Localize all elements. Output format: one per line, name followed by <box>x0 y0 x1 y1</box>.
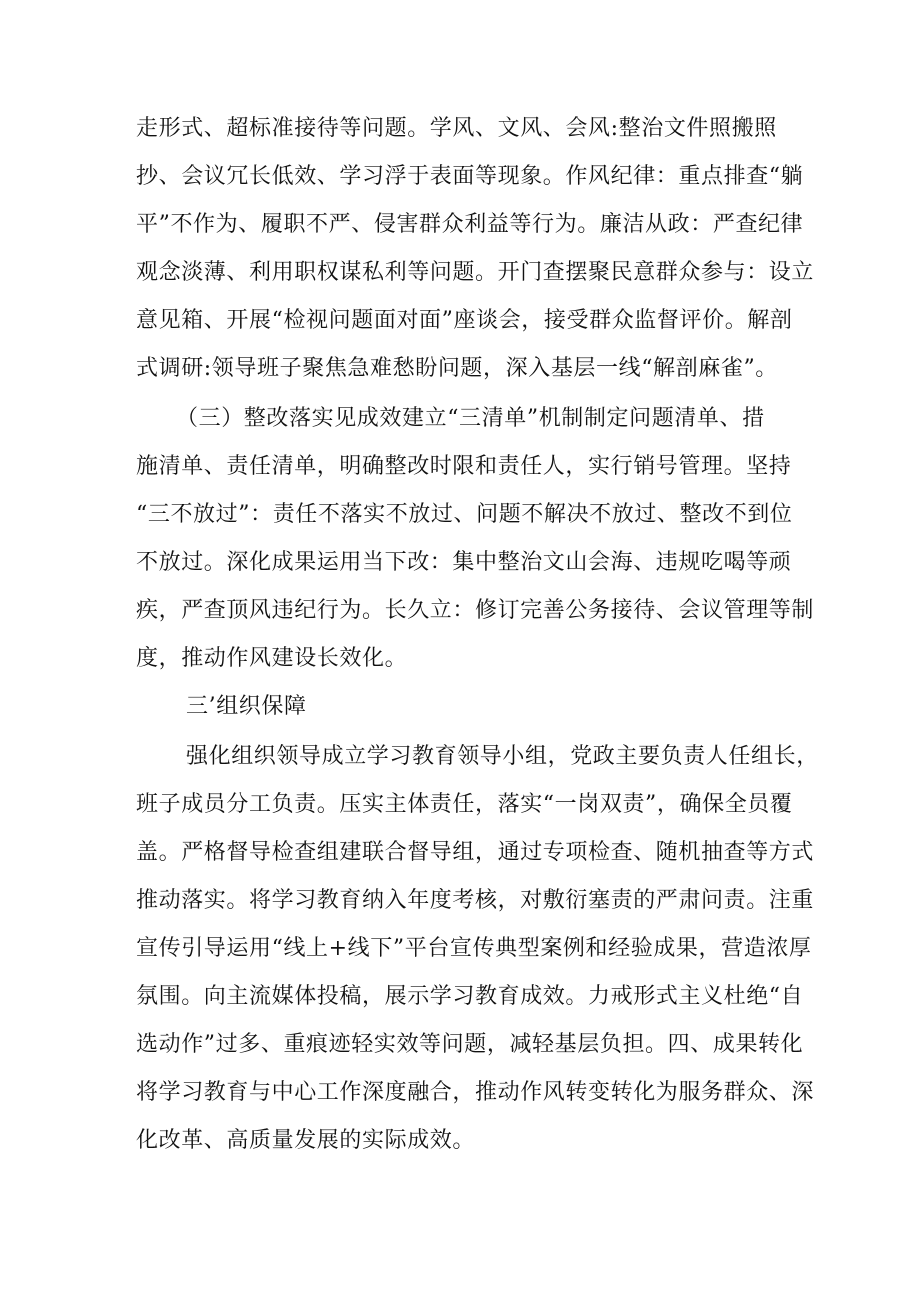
text-line: 式调研:领导班子聚焦急难愁盼问题，深入基层一线“解剖麻雀”。 <box>136 356 778 381</box>
text-line: 化改革、高质量发展的实际成效。 <box>136 1128 476 1153</box>
text-line: 班子成员分工负责。压实主体责任，落实“一岗双责”，确保全员覆 <box>136 792 793 817</box>
text-line: 意见箱、开展“检视问题面对面”座谈会，接受群众监督评价。解剖 <box>136 308 793 333</box>
text-line: “三不放过”：责任不落实不放过、问题不解决不放过、整改不到位 <box>136 502 793 527</box>
section-heading: 三’组织保障 <box>186 694 307 719</box>
text-line: 抄、会议冗长低效、学习浮于表面等现象。作风纪律：重点排查“躺 <box>136 164 804 189</box>
text-line: 推动落实。将学习教育纳入年度考核，对敷衍塞责的严肃问责。注重 <box>136 888 815 913</box>
section-heading-line: （三）整改落实见成效建立“三清单”机制制定问题清单、措 <box>176 406 765 431</box>
text-line: 将学习教育与中心工作深度融合，推动作风转变转化为服务群众、深 <box>136 1080 815 1105</box>
text-line: 施清单、责任清单，明确整改时限和责任人，实行销号管理。坚持 <box>136 454 792 479</box>
text-line: 选动作”过多、重痕迹轻实效等问题，减轻基层负担。四、成果转化 <box>136 1032 804 1057</box>
text-line: 氛围。向主流媒体投稿，展示学习教育成效。力戒形式主义杜绝“自 <box>136 984 804 1009</box>
text-line: 强化组织领导成立学习教育领导小组，党政主要负责人任组长， <box>186 744 819 769</box>
text-line: 走形式、超标准接待等问题。学风、文风、会风:整治文件照搬照 <box>136 116 777 141</box>
text-line: 宣传引导运用“线上+线下”平台宣传典型案例和经验成果，营造浓厚 <box>136 936 812 961</box>
text-line: 平”不作为、履职不严、侵害群众利益等行为。廉洁从政：严查纪律 <box>136 212 804 237</box>
text-line: 不放过。深化成果运用当下改：集中整治文山会海、违规吃喝等顽 <box>136 550 792 575</box>
text-line: 观念淡薄、利用职权谋私利等问题。开门查摆聚民意群众参与：设立 <box>136 260 815 285</box>
text-line: 盖。严格督导检查组建联合督导组，通过专项检查、随机抽查等方式 <box>136 840 815 865</box>
text-line: 疾，严查顶风违纪行为。长久立：修订完善公务接待、会议管理等制 <box>136 598 815 623</box>
text-line: 度，推动作风建设长效化。 <box>136 646 408 671</box>
